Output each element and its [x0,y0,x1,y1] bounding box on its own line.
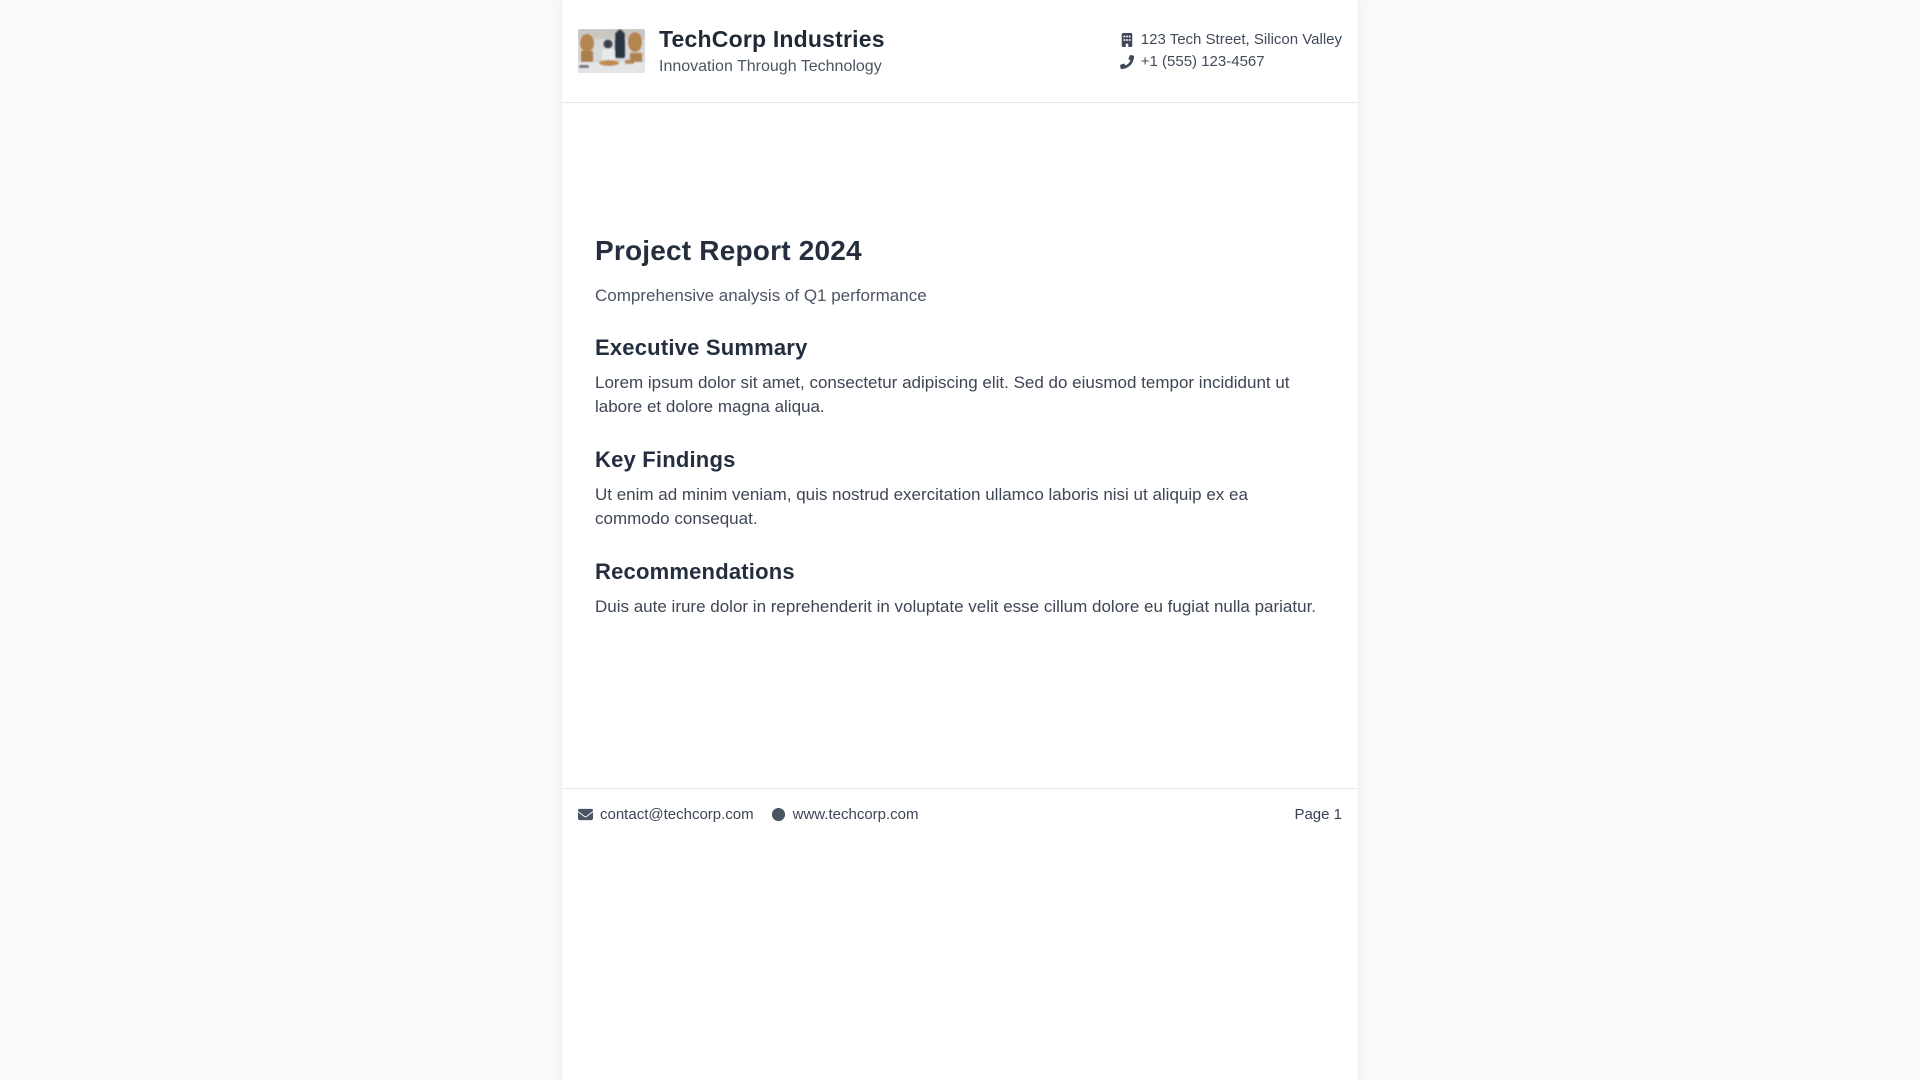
section-heading-key-findings: Key Findings [595,446,736,472]
footer-website [771,806,919,823]
report-header [562,0,1358,103]
company-name: TechCorp Industries [659,26,885,52]
section-body-recommendations: Duis aute irure dolor in reprehenderit in voluptate velit esse cillum dolore eu fugiat nulla pariatur. [595,596,1317,616]
address-line [1120,31,1342,49]
document-subtitle: Comprehensive analysis of Q1 performance [595,285,927,305]
document-body [562,103,1358,788]
phone-icon [1120,55,1134,69]
report-page [562,0,1358,1080]
section-executive-summary [595,334,1325,420]
building-icon [1120,33,1134,47]
section-recommendations [595,558,1325,620]
footer-email-text: contact@techcorp.com [600,805,754,823]
footer-email [578,806,754,823]
section-heading-executive-summary: Executive Summary [595,334,808,360]
section-heading-recommendations: Recommendations [595,558,795,584]
company-phone: +1 (555) 123-4567 [1140,52,1265,70]
envelope-icon [578,807,593,822]
section-body-key-findings: Ut enim ad minim veniam, quis nostrud exercitation ullamco laboris nisi ut aliquip ex ea commodo consequat. [595,484,1248,529]
company-tagline: Innovation Through Technology [659,57,882,75]
section-key-findings [595,446,1325,532]
contact-block [1120,31,1342,71]
footer-website-text: www.techcorp.com [792,805,919,823]
document-title: Project Report 2024 [595,234,862,266]
report-footer [562,788,1358,840]
brand-block [578,26,885,76]
page-number: Page 1 [1294,805,1342,823]
globe-icon [771,807,786,822]
phone-line [1120,53,1342,71]
company-address: 123 Tech Street, Silicon Valley [1140,30,1342,48]
page-bottom-whitespace [562,840,1358,1080]
section-body-executive-summary: Lorem ipsum dolor sit amet, consectetur adipiscing elit. Sed do eiusmod tempor incididunt ut labore et dolore magna aliqua. [595,372,1290,417]
company-logo [578,29,645,73]
brand-text [659,26,885,76]
